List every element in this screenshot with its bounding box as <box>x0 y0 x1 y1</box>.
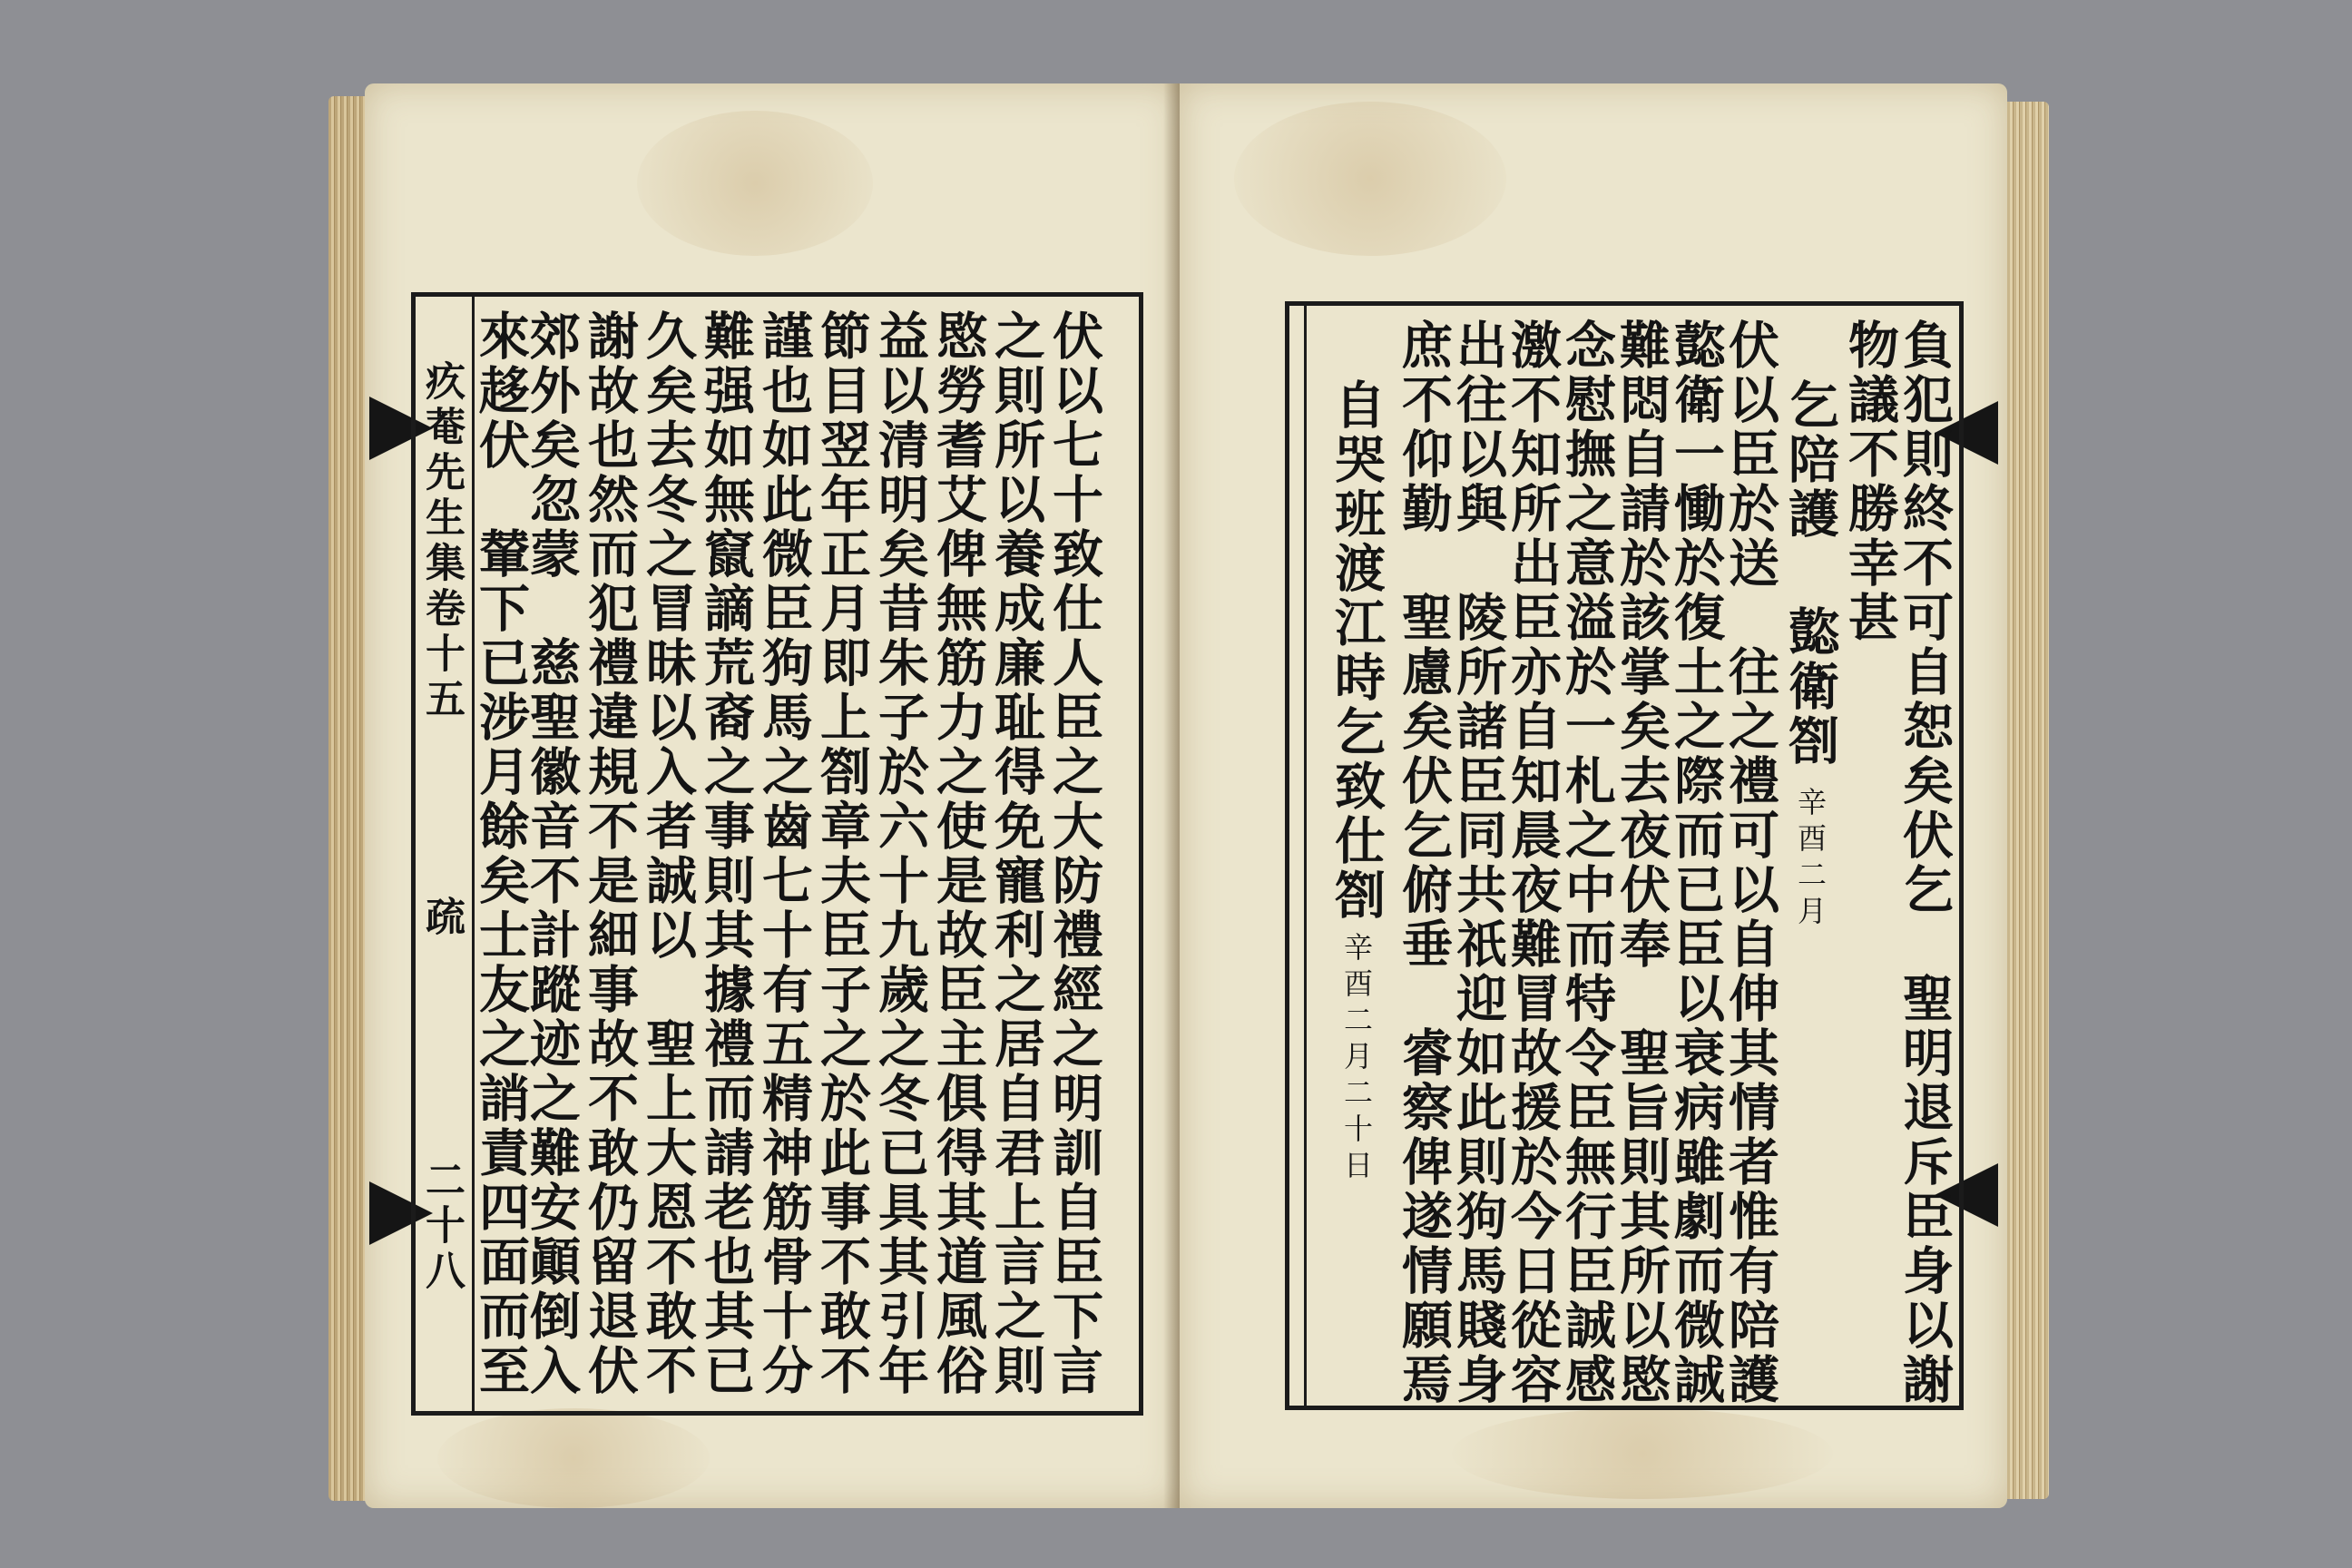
text-column: 愍勞耆艾俾無筋力之使是故臣主俱得其道風俗 <box>928 309 988 1398</box>
right-page <box>1180 83 2007 1508</box>
open-book <box>328 83 2049 1508</box>
next-section-heading: 自哭班渡江時乞致仕劄 <box>1327 378 1387 923</box>
paper-stain <box>637 111 873 256</box>
text-column: 伏以臣於送 往之禮可以自伸其情者惟有陪護 <box>1720 318 1780 1407</box>
right-page-frame <box>1285 301 1964 1410</box>
text-column: 來趍伏 輦下已涉月餘矣士友之誚責四面而至 <box>471 309 531 1398</box>
margin-section: 疏 <box>418 896 465 941</box>
text-column: 激不知所出臣亦自知晨夜難冒故援於今日從容 <box>1503 318 1563 1407</box>
right-page-edges <box>2007 102 2049 1499</box>
left-page <box>365 83 1180 1508</box>
text-column: 念慰撫之意溢於一札之中而特令臣無行臣誠感 <box>1557 318 1617 1407</box>
text-column: 謝故也然而犯禮違規不是細事故不敢仍留退伏 <box>580 309 640 1398</box>
text-column: 之則所以養成廉耻得免寵利之居自君上言之則 <box>986 309 1046 1398</box>
margin-title: 疚菴先生集卷十五 <box>418 360 465 723</box>
left-page-frame <box>411 292 1143 1416</box>
text-column: 益以清明矣昔朱子於六十九歲之冬已具其引年 <box>870 309 930 1398</box>
section-heading-object: 㦤衛劄 <box>1780 605 1840 769</box>
text-column: 節目翌年正月即上劄章夫臣子之於此事不敢不 <box>812 309 872 1398</box>
text-column: 出往以與 陵所諸臣同共祇迎如此則狗馬賤身 <box>1448 318 1508 1407</box>
text-column: 郊外矣忽蒙 慈聖徽音不計蹤迹之難安顚倒入 <box>522 309 582 1398</box>
text-column: 負犯則終不可自恕矣伏乞 聖明退斥臣身以謝 <box>1895 318 1955 1407</box>
text-column: 物議不勝幸甚 <box>1840 318 1900 645</box>
text-column: 謹也如此微臣狗馬之齒七十有五精神筋骨十分 <box>754 309 814 1398</box>
text-column: 久矣去冬之冒昧以入者誠以 聖上大恩不敢不 <box>638 309 698 1398</box>
paper-stain <box>1452 1408 1833 1499</box>
paper-stain <box>437 1408 710 1508</box>
text-column: 伏以七十致仕人臣之大防禮經之明訓自臣下言 <box>1044 309 1104 1398</box>
next-section-heading-date: 辛酉二月二十日 <box>1339 932 1374 1186</box>
text-column: 㦤衛一慟於復土之際而已臣以衰病雖劇而微誠 <box>1666 318 1726 1407</box>
text-column: 難悶自請於該掌矣去夜伏奉 聖旨則其所以愍 <box>1612 318 1671 1407</box>
margin-page-number: 二十八 <box>418 1159 465 1295</box>
paper-stain <box>1234 102 1506 256</box>
text-column: 庶不仰勤 聖慮矣伏乞俯垂 睿察俾遂情願焉 <box>1394 318 1454 1407</box>
section-heading: 乞陪護 <box>1780 378 1840 542</box>
border-rule <box>1304 306 1307 1406</box>
section-heading-date: 辛酉二月 <box>1793 787 1828 932</box>
text-column: 難强如無竄謫荒裔之事則其據禮而請老也其已 <box>696 309 756 1398</box>
